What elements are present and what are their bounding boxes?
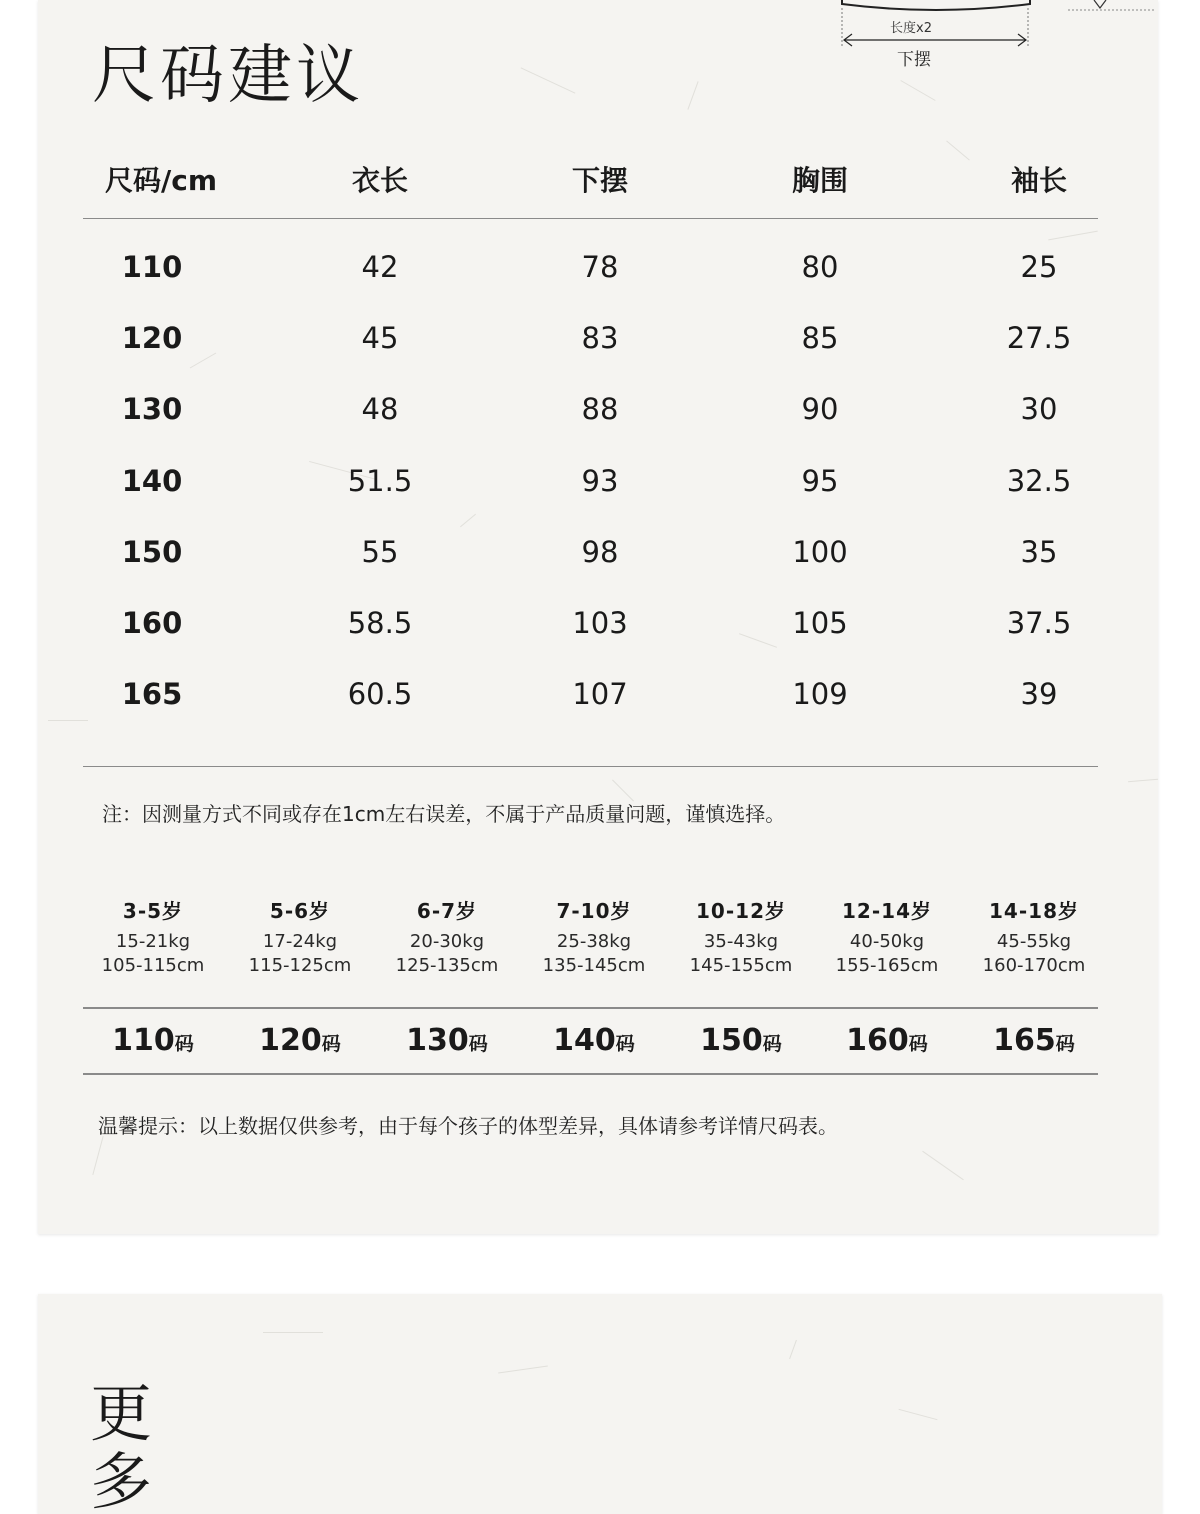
recommended-size: 110码 <box>112 1023 194 1058</box>
weight-range: 40-50kg <box>849 931 925 952</box>
cell-sleeve: 27.5 <box>1006 320 1072 355</box>
age-range: 14-18岁 <box>989 899 1079 923</box>
cell-length: 51.5 <box>347 463 413 498</box>
age-range: 3-5岁 <box>122 899 184 923</box>
cell-hem: 83 <box>581 320 619 355</box>
cell-size: 130 <box>121 392 183 427</box>
table-row <box>83 374 1098 445</box>
height-range: 135-145cm <box>542 955 646 976</box>
age-column <box>80 895 226 976</box>
header-sleeve: 袖长 <box>1010 164 1068 197</box>
cell-length: 42 <box>361 249 399 284</box>
height-range: 160-170cm <box>982 955 1086 976</box>
page-title: 尺码建议 <box>92 39 364 113</box>
cell-chest: 80 <box>801 249 839 284</box>
cell-chest: 90 <box>801 392 839 427</box>
cell-size: 120 <box>121 320 183 355</box>
size-table <box>83 140 1098 767</box>
cell-hem: 93 <box>581 463 619 498</box>
cell-length: 48 <box>361 392 399 427</box>
table-header <box>83 140 1098 219</box>
age-column <box>814 895 960 976</box>
age-column <box>668 895 814 976</box>
table-row <box>83 659 1098 730</box>
age-range: 12-14岁 <box>842 899 932 923</box>
cell-size: 165 <box>121 677 183 712</box>
header-chest: 胸围 <box>791 164 849 197</box>
cell-hem: 103 <box>572 606 628 641</box>
age-column <box>521 895 667 976</box>
weight-range: 17-24kg <box>262 931 338 952</box>
table-row <box>83 516 1098 587</box>
recommended-size: 140码 <box>553 1023 635 1058</box>
age-column <box>374 895 520 976</box>
cell-hem: 88 <box>581 392 619 427</box>
height-range: 155-165cm <box>835 955 939 976</box>
divider <box>83 1007 1098 1009</box>
table-row <box>83 445 1098 516</box>
cell-chest: 105 <box>792 606 848 641</box>
cell-sleeve: 35 <box>1020 534 1058 569</box>
cell-length: 60.5 <box>347 677 413 712</box>
height-range: 115-125cm <box>248 955 352 976</box>
garment-diagram <box>798 0 1158 80</box>
more-section-title: 更 多 <box>90 1377 153 1514</box>
table-row <box>83 302 1098 373</box>
hem-label: 下摆 <box>897 50 931 70</box>
recommended-size: 150码 <box>700 1023 782 1058</box>
weight-range: 45-55kg <box>996 931 1072 952</box>
cell-hem: 98 <box>581 534 619 569</box>
cell-sleeve: 37.5 <box>1006 606 1072 641</box>
age-reference <box>83 895 1098 1075</box>
header-size: 尺码/cm <box>104 164 218 197</box>
recommended-size: 165码 <box>993 1023 1075 1058</box>
measurement-note: 注：因测量方式不同或存在1cm左右误差，不属于产品质量问题，谨慎选择。 <box>102 802 786 826</box>
cell-chest: 109 <box>792 677 848 712</box>
cell-length: 45 <box>361 320 399 355</box>
weight-range: 25-38kg <box>556 931 632 952</box>
age-column <box>227 895 373 976</box>
weight-range: 15-21kg <box>115 931 191 952</box>
weight-range: 20-30kg <box>409 931 485 952</box>
weight-range: 35-43kg <box>703 931 779 952</box>
cell-hem: 78 <box>581 249 619 284</box>
reference-tip: 温馨提示：以上数据仅供参考，由于每个孩子的体型差异，具体请参考详情尺码表。 <box>98 1114 838 1138</box>
recommended-size: 120码 <box>259 1023 341 1058</box>
cell-size: 140 <box>121 463 183 498</box>
cell-size: 160 <box>121 606 183 641</box>
hem-measure-diagram <box>798 0 1158 80</box>
cell-chest: 95 <box>801 463 839 498</box>
age-range: 7-10岁 <box>556 899 632 923</box>
length-label: 长度x2 <box>890 21 932 36</box>
height-range: 145-155cm <box>689 955 793 976</box>
cell-length: 58.5 <box>347 606 413 641</box>
height-range: 125-135cm <box>395 955 499 976</box>
recommended-size: 160码 <box>846 1023 928 1058</box>
cell-size: 110 <box>121 249 183 284</box>
table-row <box>83 587 1098 658</box>
cell-sleeve: 30 <box>1020 392 1058 427</box>
age-range: 6-7岁 <box>416 899 478 923</box>
age-range: 5-6岁 <box>269 899 331 923</box>
cell-chest: 100 <box>792 534 848 569</box>
divider <box>83 1073 1098 1075</box>
cell-chest: 85 <box>801 320 839 355</box>
height-range: 105-115cm <box>101 955 205 976</box>
more-panel <box>38 1294 1162 1514</box>
size-guide-panel <box>38 0 1158 1234</box>
cell-size: 150 <box>121 534 183 569</box>
table-row <box>83 231 1098 302</box>
cell-sleeve: 39 <box>1020 677 1058 712</box>
age-range: 10-12岁 <box>696 899 786 923</box>
cell-sleeve: 25 <box>1020 249 1058 284</box>
table-body <box>83 219 1098 767</box>
cell-hem: 107 <box>572 677 628 712</box>
cell-sleeve: 32.5 <box>1006 463 1072 498</box>
recommended-size: 130码 <box>406 1023 488 1058</box>
age-column <box>961 895 1107 976</box>
header-length: 衣长 <box>351 164 409 197</box>
header-hem: 下摆 <box>571 164 629 197</box>
cell-length: 55 <box>361 534 399 569</box>
